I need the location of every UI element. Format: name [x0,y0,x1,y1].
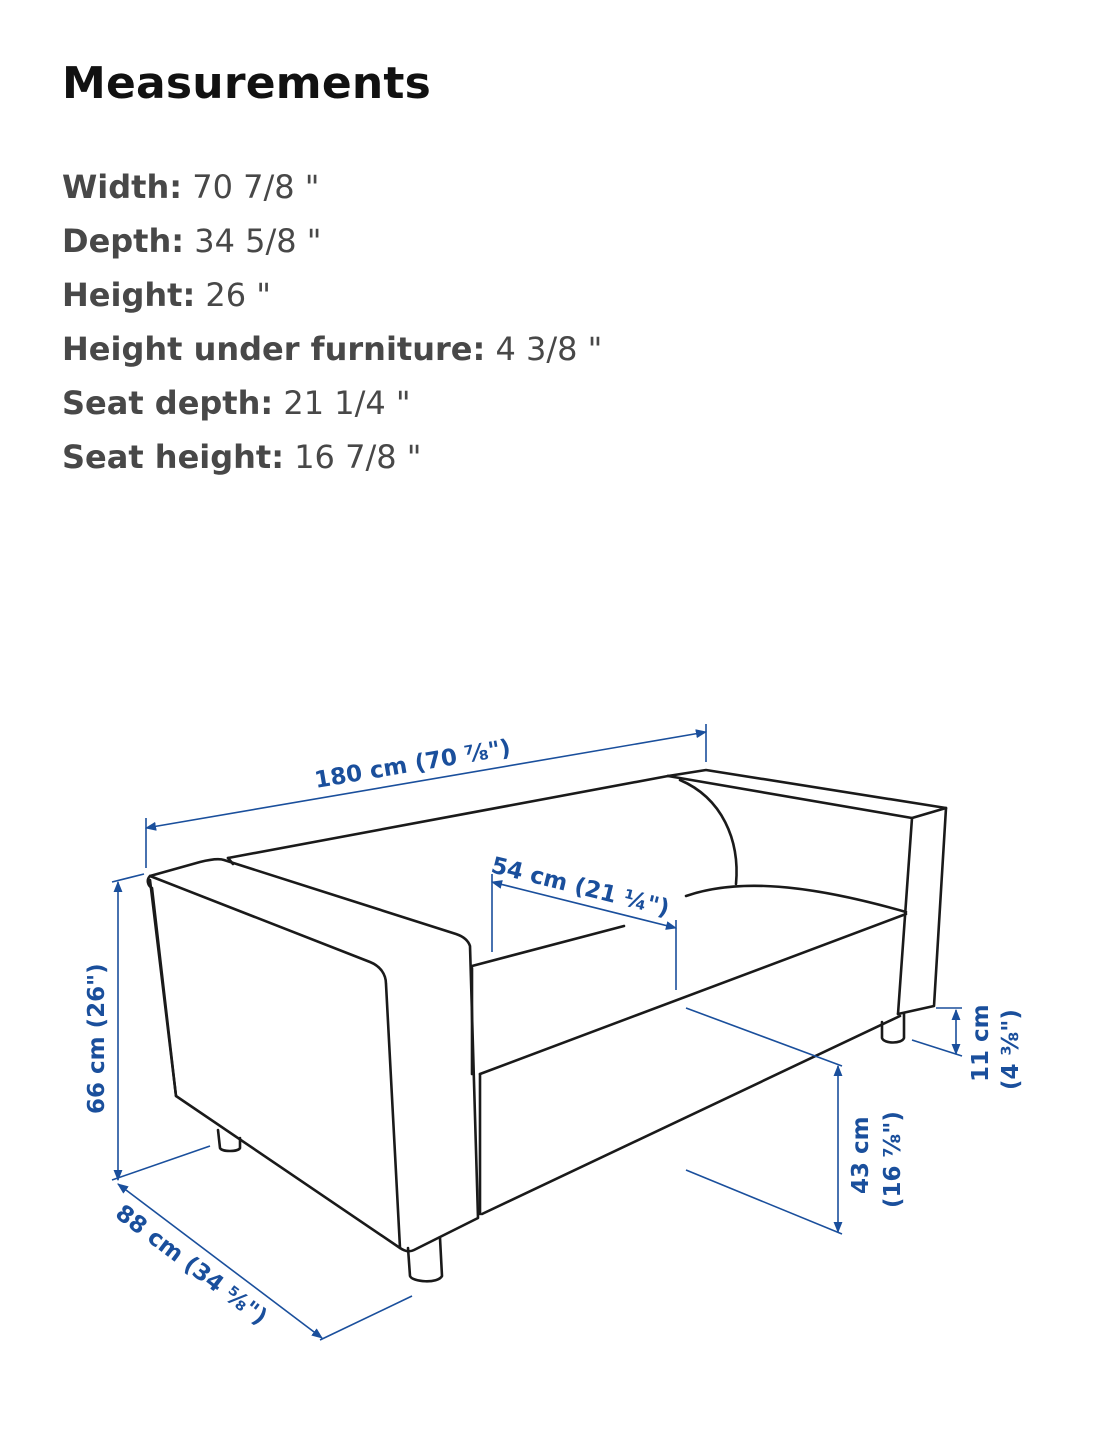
width-dimension-label: 180 cm (70 ⅞") [312,735,513,794]
measurements-list [62,160,602,484]
measurement-label: Height: [62,276,196,314]
measurement-value: 21 1/4 " [273,384,411,422]
measurement-label: Seat depth: [62,384,274,422]
measurement-value: 34 5/8 " [184,222,322,260]
measurement-value: 16 7/8 " [284,438,422,476]
seat-depth-dimension-label: 54 cm (21 ¼") [488,852,672,922]
measurement-width [62,160,602,214]
measurement-value: 26 " [195,276,272,314]
measurement-seat-height [62,430,602,484]
measurement-depth [62,214,602,268]
sofa-dimension-diagram [0,690,1103,1390]
measurement-label: Depth: [62,222,185,260]
page-title: Measurements [62,58,432,109]
height-dimension-label: 66 cm (26") [84,963,110,1114]
depth-dimension-label: 88 cm (34 ⅝") [110,1200,272,1331]
seat-height-in-label: (16 ⅞") [880,1111,906,1208]
measurement-value: 4 3/8 " [485,330,603,368]
measurement-label: Width: [62,168,183,206]
measurement-label: Height under furniture: [62,330,486,368]
under-height-in-label: (4 ⅜") [998,1009,1024,1090]
measurement-height-under-furniture [62,322,602,376]
measurement-label: Seat height: [62,438,285,476]
dimension-lines [112,724,962,1340]
measurement-value: 70 7/8 " [182,168,320,206]
sofa-outline [148,770,946,1281]
under-height-cm-label: 11 cm [968,1004,994,1082]
seat-height-cm-label: 43 cm [848,1116,874,1194]
measurement-height [62,268,602,322]
measurement-seat-depth [62,376,602,430]
